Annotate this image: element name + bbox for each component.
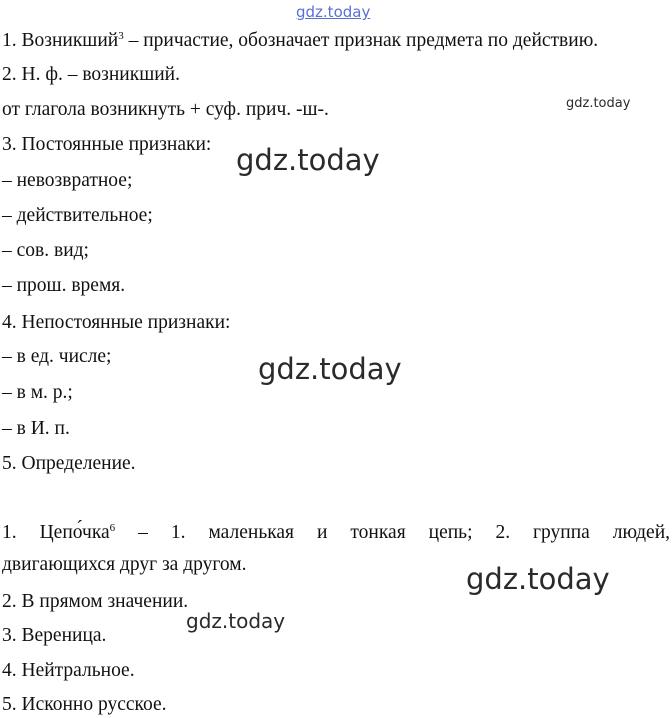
footnote-mark: 6: [109, 522, 116, 534]
term-definition: – причастие, обозначает признак предмета по действию.: [123, 30, 599, 51]
block1-item1: [2, 29, 598, 53]
watermark-large-2: gdz.today: [258, 352, 402, 386]
watermark-large-3: gdz.today: [466, 562, 610, 596]
block2-item1: [2, 521, 670, 545]
block1-derivation: от глагола возникнуть + суф. прич. -ш-.: [2, 99, 329, 120]
block1-item4-heading: 4. Непостоянные признаки:: [2, 312, 231, 333]
block2-item2: 2. В прямом значении.: [2, 591, 189, 612]
term-tsepochka: 1. Цепо́чка: [2, 522, 110, 543]
watermark-medium: gdz.today: [186, 609, 286, 633]
watermark-large-1: gdz.today: [236, 143, 380, 177]
block2-item3: 3. Вереница.: [2, 625, 107, 646]
block1-feature: – в ед. числе;: [2, 346, 112, 367]
footnote-mark: 3: [118, 30, 124, 42]
block1-feature: – в И. п.: [2, 418, 70, 439]
watermark-top[interactable]: gdz.today: [296, 3, 371, 21]
block1-feature: – действительное;: [2, 205, 153, 226]
block1-feature: – прош. время.: [2, 275, 126, 296]
term-definition: – 1. маленькая и тонкая цепь; 2. группа людей,: [115, 522, 670, 543]
watermark-small-right: gdz.today: [566, 96, 631, 111]
block2-item1-continued: двигающихся друг за другом.: [2, 554, 247, 575]
block1-item5: 5. Определение.: [2, 453, 136, 474]
block1-feature: – невозвратное;: [2, 170, 133, 191]
block2-item5: 5. Исконно русское.: [2, 694, 167, 715]
block2-item4: 4. Нейтральное.: [2, 660, 135, 681]
block1-feature: – сов. вид;: [2, 240, 89, 261]
term-voznikshiy: 1. Возникший: [2, 30, 119, 51]
block1-feature: – в м. р.;: [2, 382, 73, 403]
block1-item2: 2. Н. ф. – возникший.: [2, 64, 180, 85]
block1-item3-heading: 3. Постоянные признаки:: [2, 134, 212, 155]
